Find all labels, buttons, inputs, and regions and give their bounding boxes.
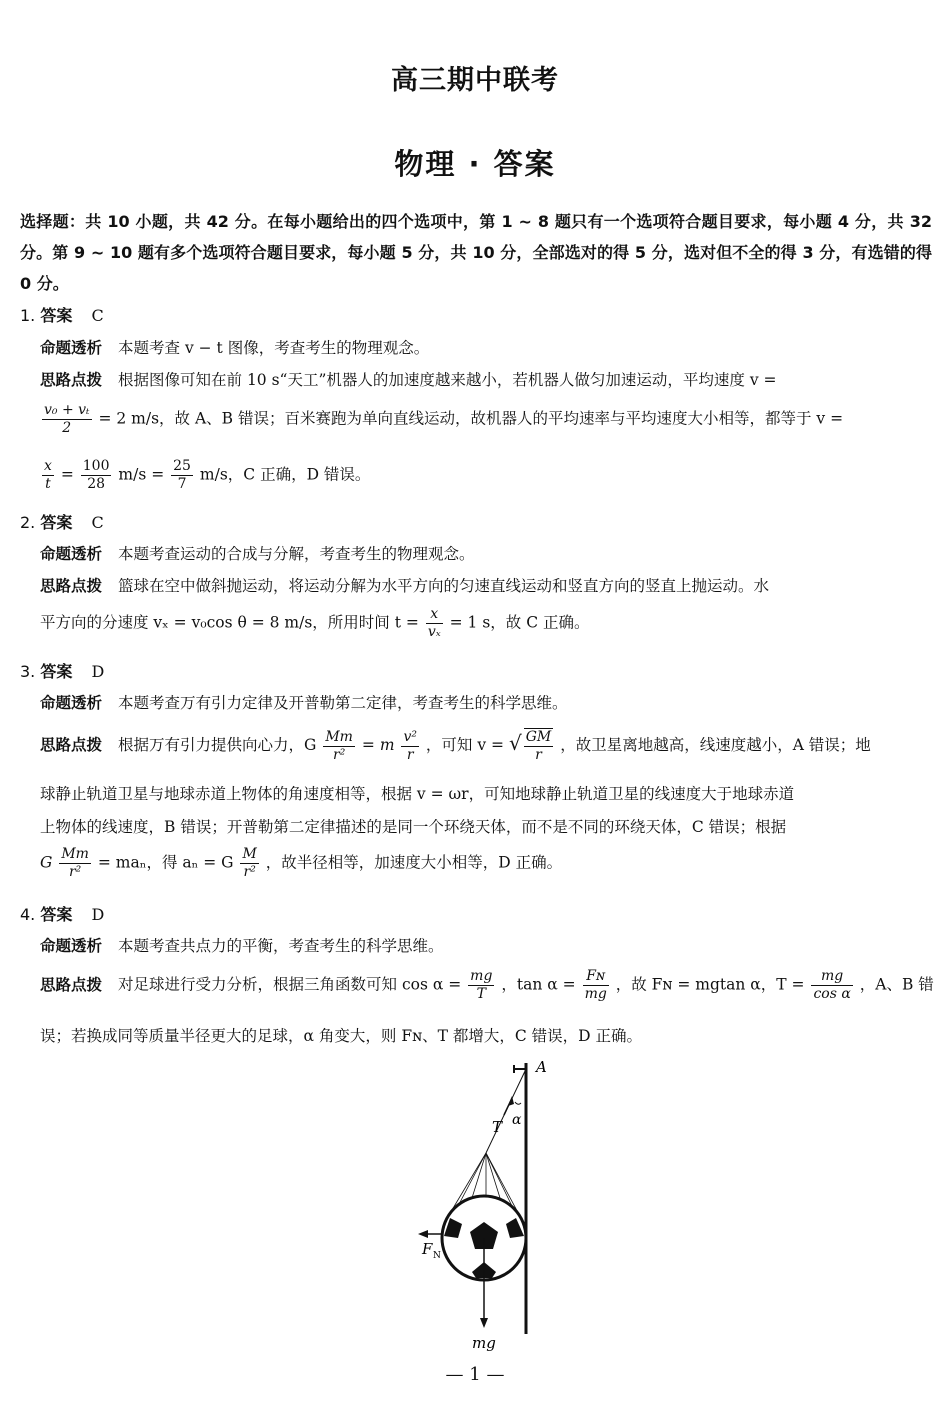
hint-text: ，故半径相等，加速度大小相等，D 正确。: [265, 853, 563, 872]
answer-label: 答案: [40, 513, 73, 532]
question-number: 2.: [20, 513, 36, 532]
tension-label: T: [492, 1118, 503, 1136]
formula-fraction: $\frac{100}{28}$: [82, 458, 110, 492]
hint-text: ，tan α =: [501, 975, 576, 994]
q2-analysis: [40, 542, 930, 564]
q4-hint-line2: [40, 1024, 930, 1046]
normal-force-arrowhead: [418, 1230, 428, 1238]
question-4-header: [20, 902, 104, 925]
hint-text: = 1 s，故 C 正确。: [449, 613, 590, 632]
formula-fraction: $\frac{Mm}{\text{r²}}$: [61, 846, 89, 880]
question-number: 3.: [20, 662, 36, 681]
formula-fraction: $\frac{mg}{\text{cos α}}$: [813, 968, 851, 1002]
analysis-label: 命题透析: [40, 339, 103, 357]
hint-text: ，可知 v =: [425, 736, 505, 754]
point-label: A: [536, 1058, 547, 1076]
hint-text: 篮球在空中做斜抛运动，将运动分解为水平方向的匀速直线运动和竖直方向的竖直上抛运动。水: [118, 577, 770, 595]
hint-text: ，故卫星离地越高，线速度越小，A 错误；地: [560, 736, 871, 754]
answer-label: 答案: [40, 662, 73, 681]
formula-fraction: $\frac{Mm}{\text{r²}}$: [325, 728, 353, 763]
hint-text: 误；若换成同等质量半径更大的足球，α 角变大，则 Fɴ、T 都增大，C 错误，D 正确。: [40, 1027, 642, 1045]
question-2-header: [20, 510, 104, 533]
formula-fraction: $\frac{x}{t}$: [44, 458, 52, 492]
formula-fraction: $\frac{M}{\text{r²}}$: [242, 846, 257, 880]
hint-text: m/s，C 正确，D 错误。: [199, 465, 371, 484]
answer-value: C: [91, 513, 104, 532]
weight-arrowhead: [480, 1318, 488, 1328]
analysis-text: 本题考查运动的合成与分解，考查考生的物理观念。: [118, 545, 475, 563]
q3-hint-line4: G $\frac{Mm}{\text{r²}}$ = maₙ，得 aₙ = G $\frac{M}{\text{r²}}$ ，故半径相等，加速度大小相等，D 正确。: [40, 846, 563, 880]
angle-label: α: [512, 1112, 522, 1128]
hint-text: = maₙ，得 aₙ = G: [97, 853, 234, 872]
analysis-label: 命题透析: [40, 545, 103, 563]
question-1-header: [20, 303, 104, 326]
question-3-header: [20, 659, 104, 682]
hint-text: = 2 m/s，故 A、B 错误；百米赛跑为单向直线运动，故机器人的平均速率与平均速度大小相等，都等于 v =: [98, 409, 844, 428]
formula-fraction: $\frac{\text{v₀ + vₜ}}{2}$: [44, 402, 90, 436]
document-title: 高三期中联考: [391, 65, 559, 96]
analysis-text: 本题考查共点力的平衡，考查考生的科学思维。: [118, 937, 444, 955]
q3-hint-line2: [40, 782, 930, 804]
q4-hint-line1: [40, 968, 934, 1003]
angle-arc: [515, 1102, 521, 1104]
hint-text: 根据图像可知在前 10 s“天工”机器人的加速度越来越小，若机器人做匀加速运动，平均速度 v =: [118, 371, 777, 389]
normal-force-subscript: N: [433, 1251, 441, 1261]
page-number: — 1 —: [445, 1364, 505, 1385]
hint-text: 球静止轨道卫星与地球赤道上物体的角速度相等，根据 v = ωr，可知地球静止轨道卫星的线速度大于地球赤道: [40, 785, 795, 803]
formula-fraction: $\frac{x}{\text{vₓ}}$: [427, 606, 441, 640]
hint-text: ，A、B 错: [859, 975, 934, 994]
analysis-text: 本题考查万有引力定律及开普勒第二定律，考查考生的科学思维。: [118, 694, 568, 712]
q3-analysis: [40, 691, 930, 713]
answer-value: D: [91, 905, 105, 924]
q4-analysis: [40, 934, 930, 956]
hint-label: 思路点拨: [40, 736, 103, 754]
hint-label: 思路点拨: [40, 975, 103, 994]
formula-fraction: $\frac{\text{Fɴ}}{mg}$: [584, 968, 607, 1002]
hint-label: 思路点拨: [40, 577, 103, 595]
q1-analysis: [40, 336, 930, 358]
formula-fraction: $\frac{mg}{T}$: [470, 968, 493, 1002]
analysis-label: 命题透析: [40, 937, 103, 955]
analysis-text: 本题考查 v − t 图像，考查考生的物理观念。: [118, 339, 430, 357]
hint-text: 根据万有引力提供向心力，G: [118, 736, 317, 754]
question-number: 4.: [20, 905, 36, 924]
answer-label: 答案: [40, 905, 73, 924]
intro-paragraph: 选择题：共 10 小题，共 42 分。在每小题给出的四个选项中，第 1 ~ 8 题只有一个选项符合题目要求，每小题 4 分，共 32 分。第 9 ~ 10 题有多个选项符合题目要求，每小题 5 分，共 10 分，全部选对的得 5 分，选对但不全的得 3 分，有选错的得 0 分。: [20, 212, 932, 293]
document-subtitle: 物理 · 答案: [394, 147, 556, 181]
hint-text: 对足球进行受力分析，根据三角函数可知 cos α =: [118, 975, 462, 994]
answer-value: D: [91, 662, 105, 681]
formula-fraction: $\frac{\text{v²}}{r}$: [403, 728, 417, 763]
analysis-label: 命题透析: [40, 694, 103, 712]
answer-value: C: [91, 306, 104, 325]
question-number: 1.: [20, 306, 36, 325]
weight-label: mg: [472, 1334, 496, 1352]
q1-hint-line3: $\frac{x}{t}$ = $\frac{100}{28}$ m/s = $\frac{25}{7}$ m/s，C 正确，D 错误。: [44, 458, 371, 492]
q2-hint-line1: [40, 574, 930, 596]
hint-label: 思路点拨: [40, 371, 103, 389]
answer-label: 答案: [40, 306, 73, 325]
q2-hint-line2: [40, 606, 930, 641]
hint-text: 上物体的线速度，B 错误；开普勒第二定律描述的是同一个环绕天体，而不是不同的环绕天体，C 错误；根据: [40, 818, 787, 836]
q1-hint-line2: [40, 402, 930, 437]
q3-hint-line3: [40, 815, 930, 837]
hint-text: 平方向的分速度 vₓ = v₀cos θ = 8 m/s，所用时间 t =: [40, 613, 419, 632]
normal-force-label: F: [422, 1240, 433, 1258]
q3-hint-line1: 思路点拨 根据万有引力提供向心力，G $\frac{Mm}{\text{r²}}$ = m $\frac{\text{v²}}{r}$ ，可知 v = √ $\frac{GM}{r}$ ，故卫星离地越高，线速度越小，A 错误；地: [40, 728, 871, 763]
force-diagram: [400, 1058, 580, 1358]
q1-hint-line1: [40, 368, 930, 390]
hint-text: ，故 Fɴ = mgtan α，T =: [615, 975, 805, 994]
formula-fraction: $\frac{25}{7}$: [173, 458, 191, 492]
formula-fraction: $\frac{GM}{r}$: [525, 729, 552, 763]
tension-arrowhead: [508, 1096, 514, 1106]
